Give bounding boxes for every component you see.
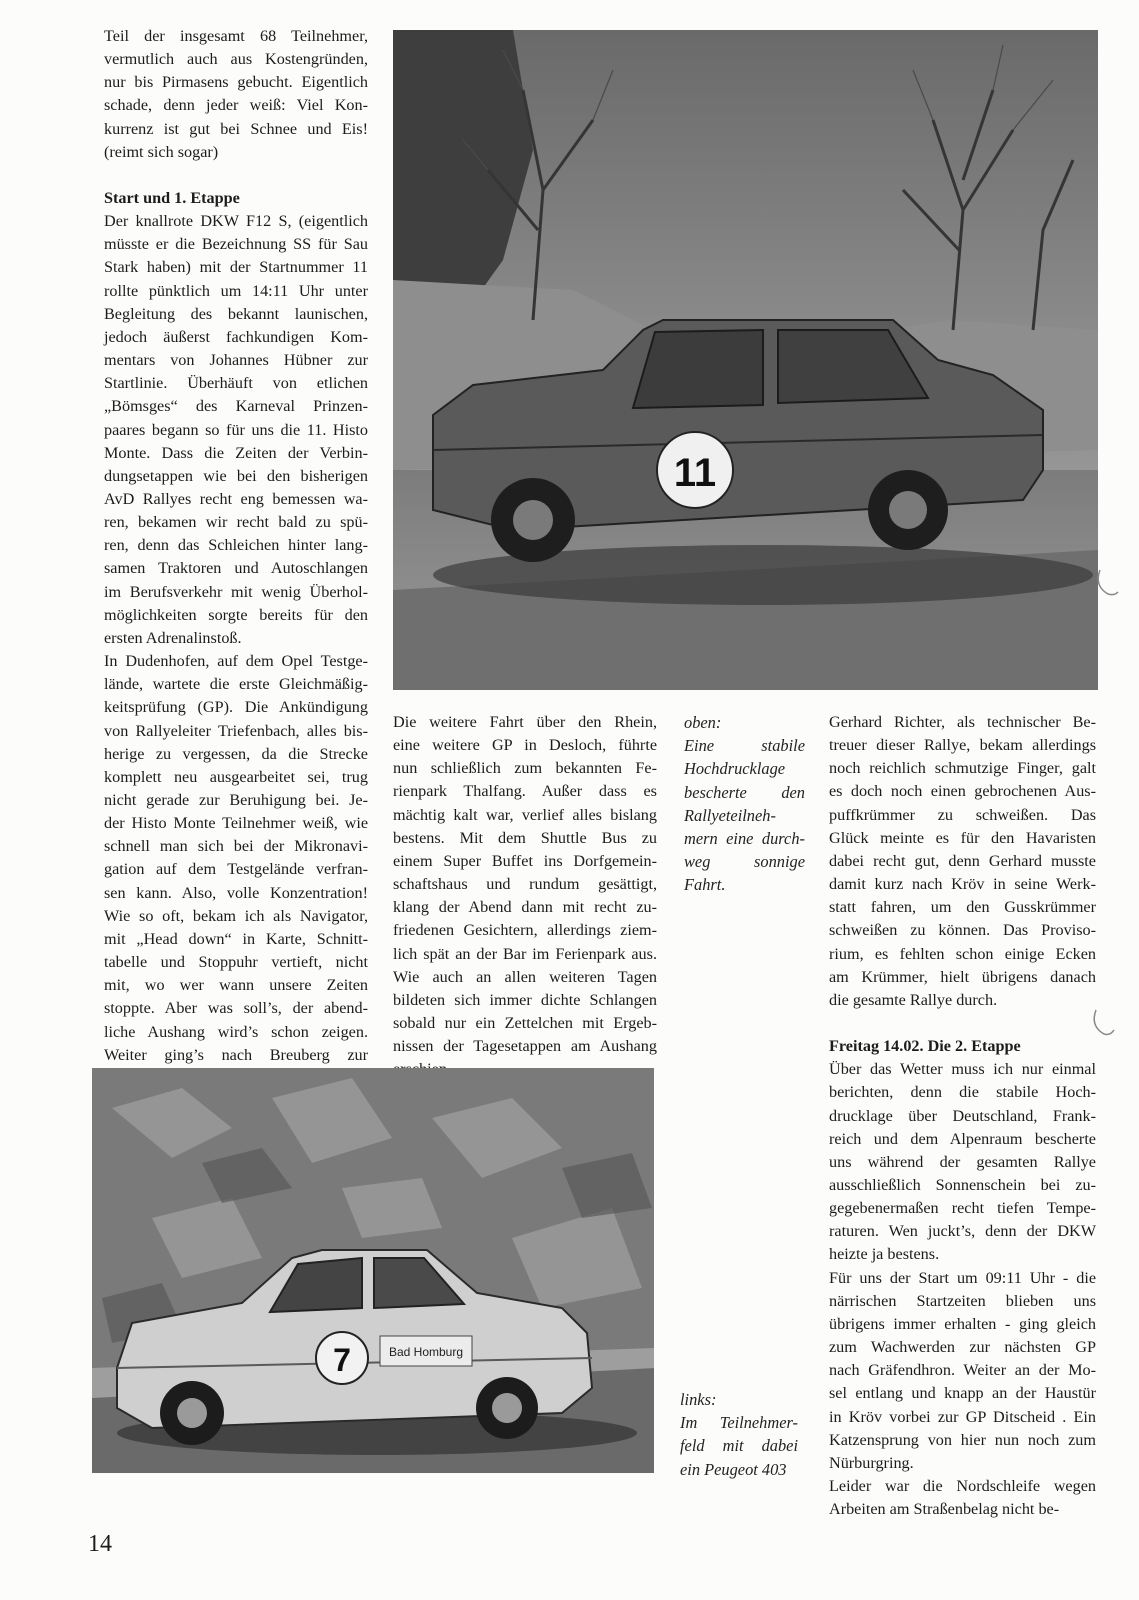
text-line: uns während der gesamten Rallye [829,1152,1096,1171]
text-line: übrigens immer erhalten - ging gleich [829,1314,1096,1333]
caption-line: oben: [684,713,722,732]
column-left [104,25,368,1113]
text-line: mit „Head down“ in Karte, Schnitt- [104,929,368,948]
text-line: es doch noch einen gebrochenen Aus- [829,782,1096,801]
caption-line: Im Teilnehmer- [680,1413,798,1433]
caption-line: links: [680,1390,717,1409]
photo-bottom-door-sign: Bad Homburg [388,1345,464,1359]
text-line: keitsprüfung (GP). Die Ankündigung [104,698,368,717]
body-paragraph-left [104,210,368,1113]
text-line: Leider war die Nordschleife wegen [829,1477,1096,1495]
text-line: Weiter ging’s nach Breuberg zur [104,1045,368,1064]
caption-line: weg sonnige [684,852,805,872]
text-line: Glück meinte es für den Havaristen [829,828,1096,847]
text-line: Stark haben) mit der Startnummer 11 [104,258,368,277]
text-line: Für uns der Start um 09:11 Uhr - die [829,1268,1096,1287]
text-line: Die weitere Fahrt über den Rhein, [393,713,657,731]
text-line: ren, bekamen wir recht bald zu spü- [104,513,368,532]
text-line: ausschließlich Sonnenschein bei zu- [829,1175,1096,1194]
caption-line: Eine stabile [684,736,805,756]
text-line: närrischen Startzeiten blieben uns [829,1291,1096,1310]
text-line: AvD Rallyes recht eng bemessen wa- [104,489,368,508]
body-paragraph-middle [393,711,657,1082]
text-line: Arbeiten am Straßenbelag nicht be- [829,1500,1060,1519]
caption-line: ein Peugeot 403 [680,1459,787,1479]
text-line: dabei recht gut, denn Gerhard musste [829,851,1096,870]
text-line: rienpark Thalfang. Außer dass es [393,782,657,801]
text-line: schade, denn jeder weiß: Viel Kon- [104,96,368,115]
text-line: stoppte. Aber was soll’s, der abend- [104,999,368,1018]
text-line: Monte. Dass die Zeiten der Verbin- [104,443,368,462]
text-line: schnell man sich bei der Mikronavi- [104,837,368,856]
text-line: „Bömsges“ des Karneval Prinzen- [104,397,368,416]
text-line: heizte ja bestens. [829,1245,940,1264]
caption-line: bescherte den [684,782,805,802]
text-line: mit, wo wer wann unsere Zeiten [104,976,368,995]
text-line: (reimt sich sogar) [104,142,219,161]
caption-top-photo [684,711,805,897]
text-line: reich und dem Alpenraum bescherte [829,1129,1096,1148]
caption-line: Rallyeteilneh- [684,805,776,825]
column-middle [393,711,657,1082]
text-line: Wie so oft, bekam ich als Navigator, [104,906,368,925]
text-line: puffkrümmer zu schweißen. Das [829,805,1096,824]
text-line: schaftshaus und rundum gesättigt, [393,875,657,894]
text-line: Über das Wetter muss ich nur einmal [829,1060,1096,1079]
text-line: Startlinie. Überhäuft von etlichen [104,374,368,393]
text-line: nissen der Tagesetappen am Aushang [393,1037,657,1056]
text-line: lände, wartete die erste Gleichmäßig- [104,675,368,694]
body-paragraph-right-a [829,711,1096,1012]
photo-bottom-start-number: 7 [333,1342,351,1378]
text-line: kurrenz ist gut bei Schnee und Eis! [104,119,368,138]
text-line: ren, denn das Schleichen hinter lang- [104,536,368,555]
text-line: Wie auch an allen weiteren Tagen [393,967,657,986]
text-line: Begleitung des bekannt launischen, [104,304,368,323]
text-line: statt fahren, um den Gusskrümmer [829,898,1096,917]
text-line: ersten Adrenalinstoß. [104,628,242,647]
text-line: lich spät an der Bar im Ferienpark aus. [393,944,657,963]
text-line: sel entlang und knapp an der Haustür [829,1384,1096,1403]
text-line: liche Aushang wird’s schon zeigen. [104,1022,368,1041]
text-line: Katzensprung von hier nun noch zum [829,1430,1096,1449]
caption-bottom-photo [680,1388,798,1481]
section-heading-friday: Freitag 14.02. Die 2. Etappe [829,1037,1021,1056]
text-line: noch reichlich schmutzige Finger, galt [829,759,1096,778]
text-line: Gerhard Richter, als technischer Be- [829,713,1096,731]
text-line: samen Traktoren und Autoschlangen [104,559,368,578]
text-line: eine weitere GP in Desloch, führte [393,736,657,755]
text-line: mentars von Johannes Hübner zur [104,351,368,370]
text-line: Der knallrote DKW F12 S, (eigentlich [104,212,368,231]
page-number: 14 [88,1531,112,1557]
caption-line: Hochdrucklage [684,759,786,779]
section-heading-start: Start und 1. Etappe [104,188,240,207]
caption-line: Fahrt. [684,875,726,895]
text-line: komplett neu ausgearbeitet sei, trug [104,767,368,786]
text-line: einem Super Buffet ins Dorfgemein- [393,851,657,870]
text-line: mächtig kalt war, verlief alles bislang [393,805,657,824]
text-line: gegebenermaßen recht tiefen Tempe- [829,1199,1096,1218]
text-line: In Dudenhofen, auf dem Opel Testge- [104,652,368,671]
text-line: im Berufsverkehr mit wenig Überhol- [104,582,368,601]
text-line: jedoch äußerst fachkundigen Kom- [104,327,368,346]
text-line: der Histo Monte Teilnehmer weiß, wie [104,814,368,833]
text-line: am Krümmer, hielt übrigens danach [829,967,1096,986]
text-line: möglichkeiten sorgte bereits für den [104,605,368,624]
text-line: zum Wachwerden zur nächsten GP [829,1338,1096,1357]
binder-mark-icon [1096,566,1120,600]
column-right [829,711,1096,1521]
text-line: herige zu vergessen, da die Strecke [104,744,368,763]
text-line: Teil der insgesamt 68 Teilnehmer, [104,27,368,45]
text-line: von Rallyeleiter Triefenbach, alles bis- [104,721,368,740]
text-line: damit kurz nach Kröv in seine Werk- [829,875,1096,894]
text-line: nach Gräfendhron. Weiter an der Mo- [829,1361,1096,1380]
text-line: dungsetappen wie bei den bisherigen [104,466,368,485]
text-line: treuer dieser Rallye, bekam allerdings [829,736,1096,755]
text-line: schweißen zu können. Das Proviso- [829,921,1096,940]
text-line: sen kann. Also, volle Konzentration! [104,883,368,902]
text-line: tabelle und Stoppuhr vertieft, nicht [104,953,368,972]
text-line: müsste er die Bezeichnung SS für Sau [104,235,368,254]
text-line: friedenen Gesichtern, allerdings ziem- [393,921,657,940]
text-line: drucklage über Deutschland, Frank- [829,1106,1096,1125]
binder-mark-icon [1090,1006,1116,1040]
text-line: die gesamte Rallye durch. [829,990,998,1009]
text-line: rium, es fehlten schon einige Ecken [829,944,1096,963]
text-line: nun schließlich zum bekannten Fe- [393,759,657,778]
caption-line: feld mit dabei [680,1436,798,1456]
text-line: sobald nur ein Zettelchen mit Ergeb- [393,1014,657,1033]
text-line: bildeten sich immer dichte Schlangen [393,990,657,1009]
text-line: bestens. Mit dem Shuttle Bus zu [393,828,657,847]
photo-dkw-rally-car [393,30,1098,690]
text-line: in Kröv vorbei zur GP Ditscheid . Ein [829,1407,1096,1426]
intro-paragraph [104,25,368,164]
text-line: raturen. Wen juckt’s, denn der DKW [829,1222,1096,1241]
text-line: paares begann so für uns die 11. Histo [104,420,368,439]
text-line: Nürburgring. [829,1453,914,1472]
text-line: nicht gerade zur Beruhigung bei. Je- [104,791,368,809]
body-paragraph-right-b [829,1058,1096,1521]
text-line: vermutlich auch aus Kostengründen, [104,50,368,69]
text-line: berichten, denn die stabile Hoch- [829,1083,1096,1102]
photo-top-start-number: 11 [673,451,717,495]
photo-peugeot-403 [92,1068,654,1473]
caption-line: mern eine durch- [684,829,805,849]
text-line: nur bis Pirmasens gebucht. Eigentlich [104,73,368,92]
text-line: klang der Abend dann mit recht zu- [393,898,657,917]
text-line: rollte pünktlich um 14:11 Uhr unter [104,281,368,300]
text-line: gation auf dem Testgelände verfran- [104,860,368,879]
